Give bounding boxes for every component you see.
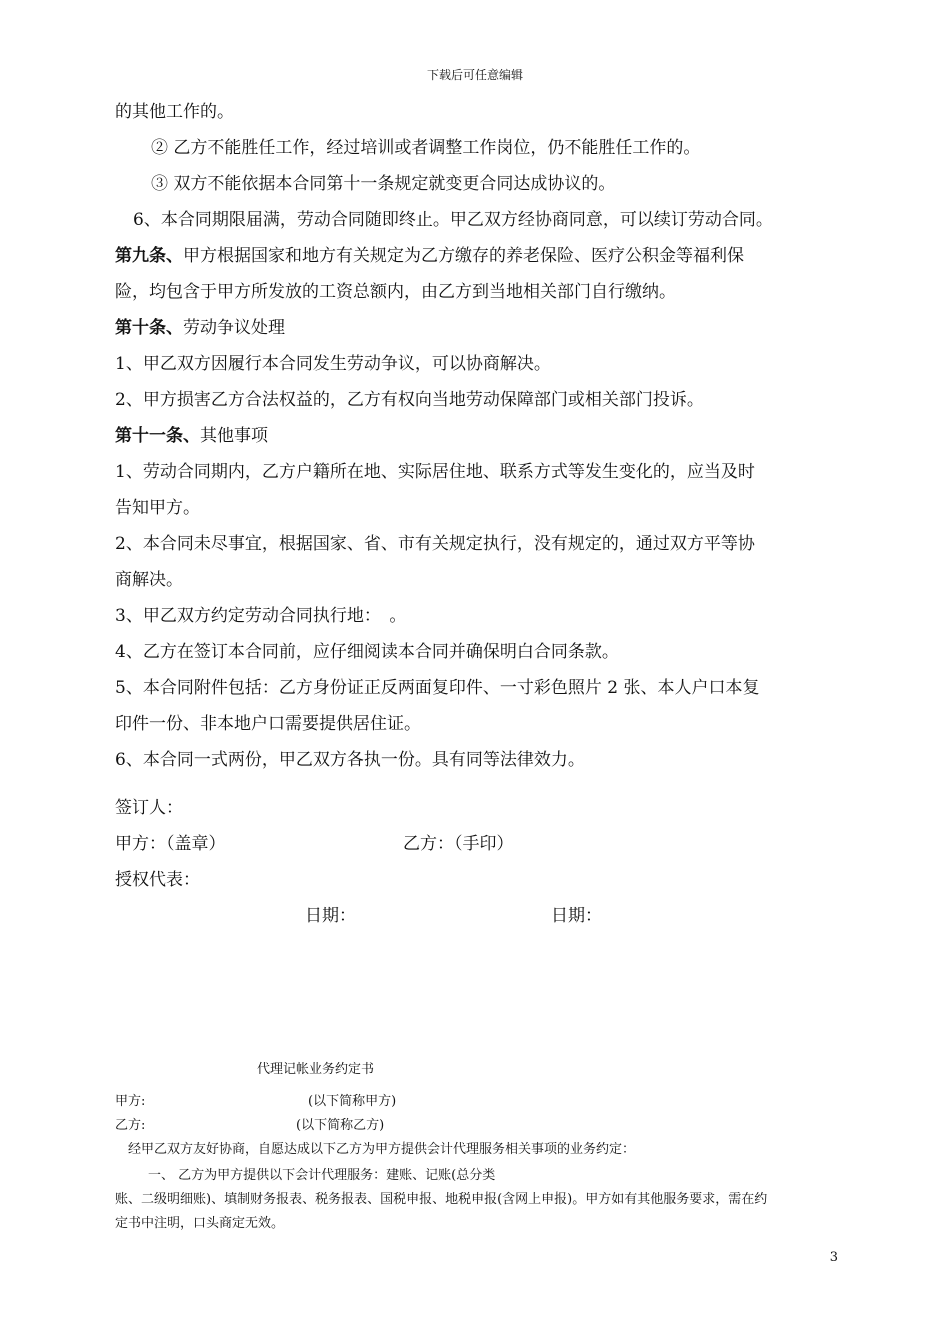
article-heading: 第九条、 xyxy=(115,246,183,266)
article-text: 甲方根据国家和地方有关规定为乙方缴存的养老保险、医疗公积金等福利保 xyxy=(183,246,744,266)
article-10 xyxy=(115,310,285,346)
agreement-item-1-cont: 账、二级明细账)、填制财务报表、税务报表、国税申报、地税申报(含网上申报)。甲方如有其他服务要求，需在约 xyxy=(115,1192,768,1207)
article-11 xyxy=(115,418,268,454)
contract-line: ③ 双方不能依据本合同第十一条规定就变更合同达成协议的。 xyxy=(151,174,616,194)
page-number: 3 xyxy=(829,1250,838,1265)
contract-line: 6、本合同一式两份，甲乙双方各执一份。具有同等法律效力。 xyxy=(115,750,585,770)
agreement-title: 代理记帐业务约定书 xyxy=(257,1062,375,1077)
article-heading: 第十条、 xyxy=(115,318,183,338)
contract-line: 险，均包含于甲方所发放的工资总额内，由乙方到当地相关部门自行缴纳。 xyxy=(115,282,676,302)
article-9 xyxy=(115,238,744,274)
representative-label: 授权代表： xyxy=(115,870,200,890)
signers-label: 签订人： xyxy=(115,798,183,818)
agreement-party-a-note: (以下简称甲方) xyxy=(308,1094,397,1109)
agreement-item-1-cont: 定书中注明，口头商定无效。 xyxy=(115,1216,285,1231)
contract-line: 的其他工作的。 xyxy=(115,102,234,122)
contract-line: 5、本合同附件包括：乙方身份证正反两面复印件、一寸彩色照片 2 张、本人户口本复 xyxy=(115,678,760,698)
contract-line: 1、劳动合同期内，乙方户籍所在地、实际居住地、联系方式等发生变化的，应当及时 xyxy=(115,462,755,482)
agreement-item-1: 一、 乙方为甲方提供以下会计代理服务：建账、记账(总分类 xyxy=(148,1168,496,1183)
party-a-signature: 甲方：（盖章） xyxy=(115,834,226,854)
page-header: 下载后可任意编辑 xyxy=(426,68,523,82)
contract-line: 2、甲方损害乙方合法权益的，乙方有权向当地劳动保障部门或相关部门投诉。 xyxy=(115,390,704,410)
article-text: 劳动争议处理 xyxy=(183,318,285,338)
article-text: 其他事项 xyxy=(200,426,268,446)
contract-line: 2、本合同未尽事宜，根据国家、省、市有关规定执行，没有规定的，通过双方平等协 xyxy=(115,534,755,554)
date-a: 日期： xyxy=(305,906,356,926)
agreement-party-a-label: 甲方: xyxy=(115,1094,146,1109)
contract-line: 4、乙方在签订本合同前，应仔细阅读本合同并确保明白合同条款。 xyxy=(115,642,619,662)
contract-line: 印件一份、非本地户口需要提供居住证。 xyxy=(115,714,421,734)
agreement-party-b-label: 乙方: xyxy=(115,1118,146,1133)
contract-line: ② 乙方不能胜任工作，经过培训或者调整工作岗位，仍不能胜任工作的。 xyxy=(151,138,701,158)
contract-line: 告知甲方。 xyxy=(115,498,200,518)
contract-line: 3、甲乙双方约定劳动合同执行地： 。 xyxy=(115,606,407,626)
agreement-intro: 经甲乙双方友好协商，自愿达成以下乙方为甲方提供会计代理服务相关事项的业务约定： xyxy=(128,1142,636,1157)
date-b: 日期： xyxy=(551,906,602,926)
contract-line: 6、本合同期限届满，劳动合同随即终止。甲乙双方经协商同意，可以续订劳动合同。 xyxy=(133,210,773,230)
agreement-party-b-note: (以下简称乙方) xyxy=(296,1118,385,1133)
contract-line: 商解决。 xyxy=(115,570,183,590)
party-b-signature: 乙方：（手印） xyxy=(403,834,514,854)
contract-line: 1、甲乙双方因履行本合同发生劳动争议，可以协商解决。 xyxy=(115,354,551,374)
article-heading: 第十一条、 xyxy=(115,426,200,446)
